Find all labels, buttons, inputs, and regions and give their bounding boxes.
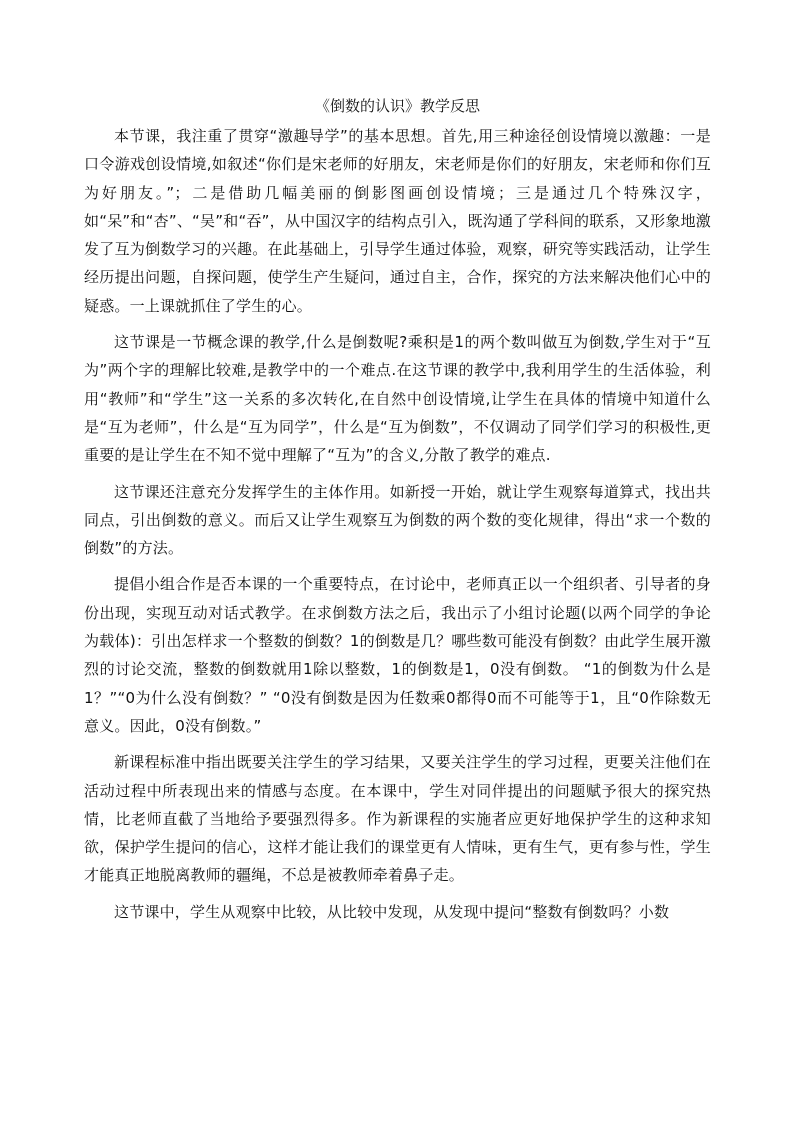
paragraph-6: 这节课中，学生从观察中比较，从比较中发现，从发现中提问“整数有倒数吗？小数 — [114, 902, 670, 921]
paragraph-1: 本节课，我注重了贯穿“激趣导学”的基本思想。首先,用三种途径创设情境以激趣：一是口令游戏创设情境,如叙述“你们是宋老师的好朋友，宋老师是你们的好朋友，宋老师和你们互为好朋友。”；二是借助几幅美丽的倒影图画创设情境；三是通过几个特殊汉字，如“呆”和“杏”、“吴”和“吞”，从中国汉字的结构点引入，既沟通了学科间的联系，又形象地激发了互为倒数学习的兴趣。在此基础上，引导学生通过体验，观察，研究等实践活动，让学生经历提出问题，自探问题，使学生产生疑问，通过自主，合作，探究的方法来解决他们心中的疑惑。一上课就抓住了学生的心。 — [84, 127, 711, 315]
document-title: 《倒数的认识》教学反思 — [314, 97, 480, 115]
paragraph-3: 这节课还注意充分发挥学生的主体作用。如新授一开始，就让学生观察每道算式，找出共同点，引出倒数的意义。而后又让学生观察互为倒数的两个数的变化规律，得出“求一个数的倒数”的方法。 — [84, 482, 711, 558]
document-page — [84, 96, 711, 934]
paragraph-4: 提倡小组合作是否本课的一个重要特点，在讨论中，老师真正以一个组织者、引导者的身份出现，实现互动对话式教学。在求倒数方法之后，我出示了小组讨论题(以两个同学的争论为载体)：引出怎样求一个整数的倒数？1的倒数是几？哪些数可能没有倒数？由此学生展开激烈的讨论交流，整数的倒数就用1除以整数，1的倒数是1，0没有倒数。 “1的倒数为什么是1？”“0为什么没有倒数？” “0没有倒数是因为任数乘0都得0而不可能等于1，且“0作除数无意义。因此，0没有倒数。” — [84, 575, 711, 735]
paragraph-2: 这节课是一节概念课的教学,什么是倒数呢?乘积是1的两个数叫做互为倒数,学生对于“互为”两个字的理解比较难,是教学中的一个难点.在这节课的教学中,我利用学生的生活体验，利用“教师”和“学生”这一关系的多次转化,在自然中创设情境,让学生在具体的情境中知道什么是“互为老师”，什么是“互为同学”，什么是“互为倒数”，不仅调动了同学们学习的积极性,更重要的是让学生在不知不觉中理解了“互为”的含义,分散了教学的难点. — [84, 333, 711, 465]
paragraph-5: 新课程标准中指出既要关注学生的学习结果，又要关注学生的学习过程，更要关注他们在活动过程中所表现出来的情感与态度。在本课中，学生对同伴提出的问题赋予很大的探究热情，比老师直截了当地给予要强烈得多。作为新课程的实施者应更好地保护学生的这种求知欲，保护学生提问的信心，这样才能让我们的课堂更有人情味，更有生气，更有参与性，学生才能真正地脱离教师的疆绳，不总是被教师牵着鼻子走。 — [84, 753, 711, 885]
